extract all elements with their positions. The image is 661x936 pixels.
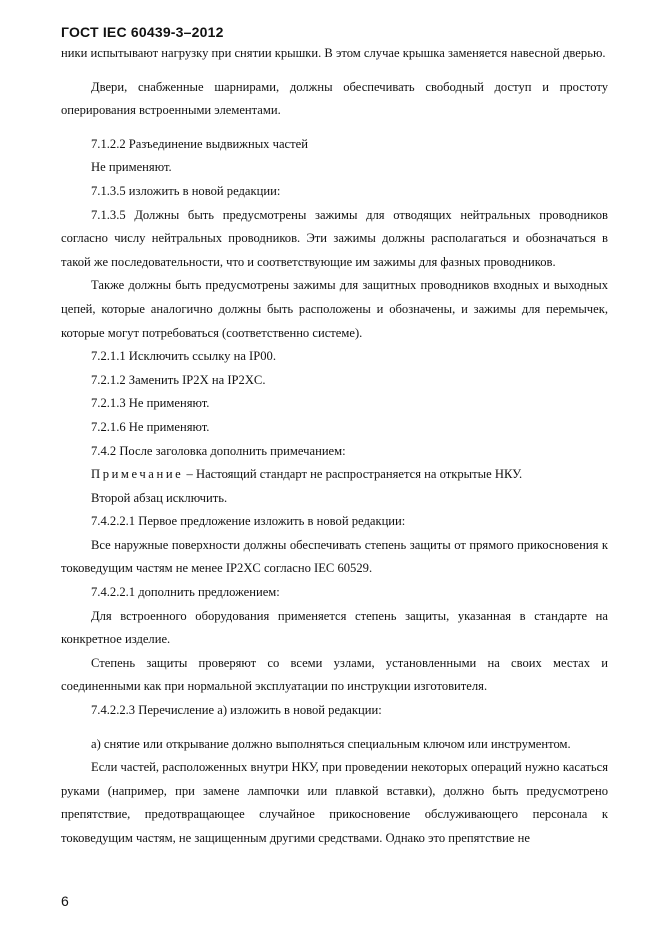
paragraph: Для встроенного оборудования применяется степень защиты, указанная в стандарте на конкретное изделие. [61, 608, 608, 647]
paragraph: Двери, снабженные шарнирами, должны обеспечивать свободный доступ и простоту оперирования встроенными элементами. [61, 79, 608, 118]
paragraph: 7.4.2.2.1 дополнить предложением: [91, 585, 280, 600]
paragraph: 7.4.2.2.1 Первое предложение изложить в новой редакции: [91, 514, 406, 529]
note-label: Примечание [91, 467, 184, 482]
page-number: 6 [61, 893, 69, 909]
note-text: – Настоящий стандарт не распространяется на открытые НКУ. [183, 467, 523, 482]
paragraph: Все наружные поверхности должны обеспечивать степень защиты от прямого прикосновения к токоведущим частям не менее IP2XC согласно IEC 60529. [61, 537, 608, 576]
document-header: ГОСТ IEC 60439-3–2012 [61, 24, 224, 40]
paragraph: 7.2.1.2 Заменить IP2X на IP2XC. [91, 372, 266, 387]
paragraph: Второй абзац исключить. [91, 490, 228, 505]
paragraph: 7.2.1.6 Не применяют. [91, 419, 210, 434]
paragraph: 7.4.2 После заголовка дополнить примечанием: [91, 443, 346, 458]
paragraph: 7.2.1.3 Не применяют. [91, 396, 210, 411]
list-item: а) снятие или открывание должно выполняться специальным ключом или инструментом. [91, 736, 571, 751]
note-paragraph [61, 463, 608, 487]
paragraph: Если частей, расположенных внутри НКУ, при проведении некоторых операций нужно касаться руками (например, при замене лампочки или плавкой вставки), должно быть предусмотрено препятствие, предотвращающее случайное прикосновение обслуживающего персонала к токоведущим частям, не защищенным другими средствами. Однако это препятствие не [61, 760, 608, 845]
section-heading: 7.1.2.2 Разъединение выдвижных частей [91, 136, 308, 151]
paragraph: 7.2.1.1 Исключить ссылку на IP00. [91, 349, 276, 364]
paragraph: ники испытывают нагрузку при снятии крышки. В этом случае крышка заменяется навесной дверью. [61, 46, 606, 60]
paragraph: 7.1.3.5 изложить в новой редакции: [91, 183, 281, 198]
paragraph: 7.1.3.5 Должны быть предусмотрены зажимы для отводящих нейтральных проводников согласно числу нейтральных проводников. Эти зажимы должны располагаться и обозначаться в такой же последовательности, что и соответствующие им зажимы для фазных проводников. [61, 207, 608, 269]
paragraph: Степень защиты проверяют со всеми узлами, установленными на своих местах и соединенными как при нормальной эксплуатации по инструкции изготовителя. [61, 655, 608, 694]
document-body [61, 42, 608, 851]
paragraph: Также должны быть предусмотрены зажимы для защитных проводников входных и выходных цепей, которые аналогично должны быть расположены и обозначены, и зажимы для перемычек, которые могут потребоваться (соответственно системе). [61, 278, 608, 340]
paragraph: Не применяют. [91, 160, 172, 175]
paragraph: 7.4.2.2.3 Перечисление а) изложить в новой редакции: [91, 703, 382, 718]
